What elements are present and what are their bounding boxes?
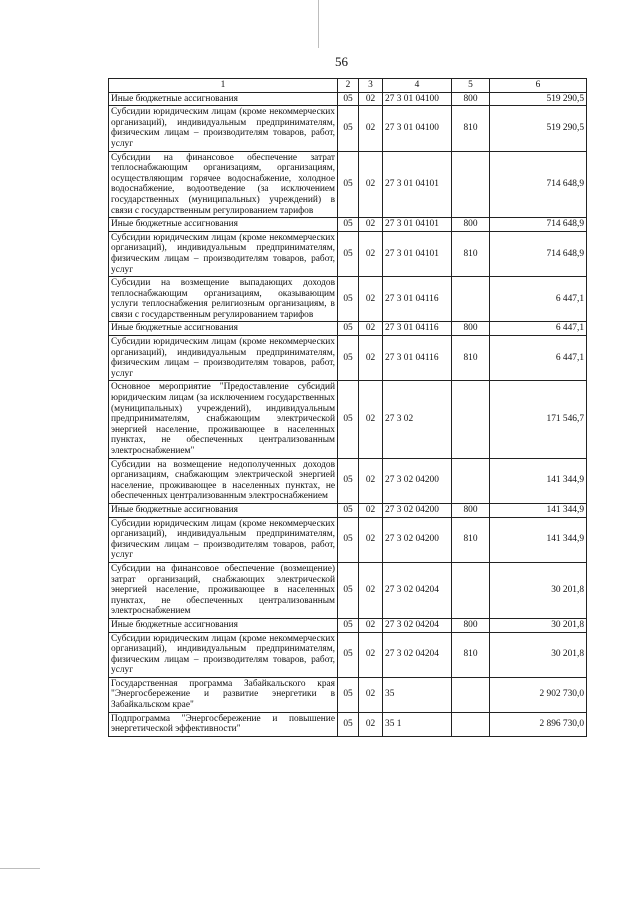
table-row — [109, 231, 587, 276]
table-row — [109, 336, 587, 381]
amount-cell: 30 201,8 — [490, 618, 587, 632]
expense-type-cell: 800 — [452, 218, 490, 232]
subsection-cell: 02 — [359, 151, 383, 218]
target-article-cell: 27 3 01 04101 — [383, 231, 452, 276]
table-row — [109, 151, 587, 218]
page-number: 56 — [335, 54, 348, 69]
row-name-cell: Основное мероприятие "Предоставление субсидий юридическим лицам (за исключением государственных (муниципальных) учреждений), индивидуальным предпринимателям, снабжающим электрической энергией население, проживающее в населенных пунктах, не обеспеченных централизованным электроснабжением" — [109, 381, 338, 458]
amount-cell: 714 648,9 — [490, 151, 587, 218]
amount-cell: 141 344,9 — [490, 503, 587, 517]
section-cell: 05 — [338, 322, 359, 336]
target-article-cell: 27 3 01 04101 — [383, 151, 452, 218]
target-article-cell: 27 3 01 04100 — [383, 106, 452, 151]
section-cell: 05 — [338, 562, 359, 618]
table-row — [109, 677, 587, 712]
section-cell: 05 — [338, 618, 359, 632]
subsection-cell: 02 — [359, 218, 383, 232]
amount-cell: 6 447,1 — [490, 277, 587, 322]
target-article-cell: 27 3 02 04200 — [383, 458, 452, 503]
section-cell: 05 — [338, 517, 359, 562]
section-cell: 05 — [338, 151, 359, 218]
row-name-cell: Субсидии юридическим лицам (кроме некоммерческих организаций), индивидуальным предпринимателям, физическим лицам – производителям товаров, работ, услуг — [109, 231, 338, 276]
target-article-cell: 35 — [383, 677, 452, 712]
expense-type-cell — [452, 677, 490, 712]
row-name-cell: Подпрограмма "Энергосбережение и повышение энергетической эффективности" — [109, 712, 338, 736]
target-article-cell: 27 3 02 04200 — [383, 503, 452, 517]
expense-type-cell — [452, 458, 490, 503]
section-cell: 05 — [338, 231, 359, 276]
target-article-cell: 27 3 02 — [383, 381, 452, 458]
section-cell: 05 — [338, 632, 359, 677]
column-header: 1 — [109, 79, 338, 93]
subsection-cell: 02 — [359, 712, 383, 736]
expense-type-cell — [452, 562, 490, 618]
expense-type-cell: 810 — [452, 517, 490, 562]
row-name-cell: Субсидии на возмещение выпадающих доходов теплоснабжающим организациям, оказывающим услуги теплоснабжения религиозным организациям, в связи с государственным регулированием тарифов — [109, 277, 338, 322]
table-body — [109, 79, 587, 737]
section-cell: 05 — [338, 92, 359, 106]
subsection-cell: 02 — [359, 562, 383, 618]
table-row — [109, 503, 587, 517]
row-name-cell: Иные бюджетные ассигнования — [109, 322, 338, 336]
expense-type-cell — [452, 712, 490, 736]
row-name-cell: Субсидии юридическим лицам (кроме некоммерческих организаций), индивидуальным предпринимателям, физическим лицам – производителям товаров, работ, услуг — [109, 632, 338, 677]
subsection-cell: 02 — [359, 618, 383, 632]
expense-type-cell — [452, 381, 490, 458]
table-row — [109, 92, 587, 106]
row-name-cell: Государственная программа Забайкальского края "Энергосбережение и развитие энергетики в Забайкальском крае" — [109, 677, 338, 712]
expense-type-cell: 800 — [452, 322, 490, 336]
expense-type-cell: 810 — [452, 632, 490, 677]
section-cell: 05 — [338, 458, 359, 503]
row-name-cell: Субсидии юридическим лицам (кроме некоммерческих организаций), индивидуальным предпринимателям, физическим лицам – производителям товаров, работ, услуг — [109, 336, 338, 381]
row-name-cell: Субсидии на возмещение недополученных доходов организациям, снабжающим электрической энергией население, проживающее в населенных пунктах, не обеспеченных централизованным электроснабжением — [109, 458, 338, 503]
column-header: 4 — [383, 79, 452, 93]
section-cell: 05 — [338, 677, 359, 712]
table-row — [109, 322, 587, 336]
amount-cell: 141 344,9 — [490, 458, 587, 503]
expense-type-cell: 810 — [452, 106, 490, 151]
section-cell: 05 — [338, 381, 359, 458]
target-article-cell: 27 3 01 04100 — [383, 92, 452, 106]
amount-cell: 519 290,5 — [490, 106, 587, 151]
row-name-cell: Иные бюджетные ассигнования — [109, 618, 338, 632]
expense-type-cell: 810 — [452, 336, 490, 381]
subsection-cell: 02 — [359, 231, 383, 276]
target-article-cell: 35 1 — [383, 712, 452, 736]
amount-cell: 171 546,7 — [490, 381, 587, 458]
amount-cell: 519 290,5 — [490, 92, 587, 106]
column-header: 6 — [490, 79, 587, 93]
row-name-cell: Иные бюджетные ассигнования — [109, 92, 338, 106]
row-name-cell: Иные бюджетные ассигнования — [109, 218, 338, 232]
table-row — [109, 618, 587, 632]
amount-cell: 2 896 730,0 — [490, 712, 587, 736]
table-row — [109, 632, 587, 677]
table-row — [109, 562, 587, 618]
section-cell: 05 — [338, 712, 359, 736]
subsection-cell: 02 — [359, 677, 383, 712]
target-article-cell: 27 3 02 04204 — [383, 618, 452, 632]
column-header: 5 — [452, 79, 490, 93]
table-row — [109, 712, 587, 736]
subsection-cell: 02 — [359, 336, 383, 381]
section-cell: 05 — [338, 106, 359, 151]
table-row — [109, 218, 587, 232]
amount-cell: 30 201,8 — [490, 632, 587, 677]
subsection-cell: 02 — [359, 322, 383, 336]
subsection-cell: 02 — [359, 517, 383, 562]
table-row — [109, 106, 587, 151]
table-row — [109, 381, 587, 458]
expense-type-cell: 800 — [452, 618, 490, 632]
subsection-cell: 02 — [359, 632, 383, 677]
table-row — [109, 277, 587, 322]
target-article-cell: 27 3 01 04101 — [383, 218, 452, 232]
row-name-cell: Субсидии юридическим лицам (кроме некоммерческих организаций), индивидуальным предпринимателям, физическим лицам – производителям товаров, работ, услуг — [109, 106, 338, 151]
target-article-cell: 27 3 01 04116 — [383, 322, 452, 336]
table-row — [109, 458, 587, 503]
subsection-cell: 02 — [359, 381, 383, 458]
subsection-cell: 02 — [359, 106, 383, 151]
amount-cell: 30 201,8 — [490, 562, 587, 618]
expense-type-cell: 810 — [452, 231, 490, 276]
budget-table — [108, 78, 587, 737]
amount-cell: 141 344,9 — [490, 517, 587, 562]
column-header: 2 — [338, 79, 359, 93]
row-name-cell: Иные бюджетные ассигнования — [109, 503, 338, 517]
expense-type-cell: 800 — [452, 92, 490, 106]
table-row — [109, 517, 587, 562]
amount-cell: 714 648,9 — [490, 231, 587, 276]
scan-edge-mark — [0, 868, 40, 869]
column-header: 3 — [359, 79, 383, 93]
amount-cell: 714 648,9 — [490, 218, 587, 232]
amount-cell: 6 447,1 — [490, 336, 587, 381]
expense-type-cell — [452, 151, 490, 218]
subsection-cell: 02 — [359, 277, 383, 322]
target-article-cell: 27 3 01 04116 — [383, 277, 452, 322]
section-cell: 05 — [338, 277, 359, 322]
row-name-cell: Субсидии на финансовое обеспечение затрат теплоснабжающим организациям, организациям, осуществляющим горячее водоснабжение, холодное водоснабжение, водоотведение (за исключением государственных (муниципальных) учреждений) в связи с государственным регулированием тарифов — [109, 151, 338, 218]
target-article-cell: 27 3 02 04200 — [383, 517, 452, 562]
scan-edge-mark — [318, 0, 319, 48]
table-header-row — [109, 79, 587, 93]
section-cell: 05 — [338, 336, 359, 381]
row-name-cell: Субсидии на финансовое обеспечение (возмещение) затрат организаций, снабжающих электрической энергией население, проживающее в населенных пунктах, не обеспеченных централизованным электроснабжением — [109, 562, 338, 618]
expense-type-cell — [452, 277, 490, 322]
expense-type-cell: 800 — [452, 503, 490, 517]
subsection-cell: 02 — [359, 503, 383, 517]
section-cell: 05 — [338, 218, 359, 232]
target-article-cell: 27 3 02 04204 — [383, 562, 452, 618]
target-article-cell: 27 3 01 04116 — [383, 336, 452, 381]
amount-cell: 2 902 730,0 — [490, 677, 587, 712]
target-article-cell: 27 3 02 04204 — [383, 632, 452, 677]
subsection-cell: 02 — [359, 458, 383, 503]
section-cell: 05 — [338, 503, 359, 517]
row-name-cell: Субсидии юридическим лицам (кроме некоммерческих организаций), индивидуальным предпринимателям, физическим лицам – производителям товаров, работ, услуг — [109, 517, 338, 562]
subsection-cell: 02 — [359, 92, 383, 106]
amount-cell: 6 447,1 — [490, 322, 587, 336]
